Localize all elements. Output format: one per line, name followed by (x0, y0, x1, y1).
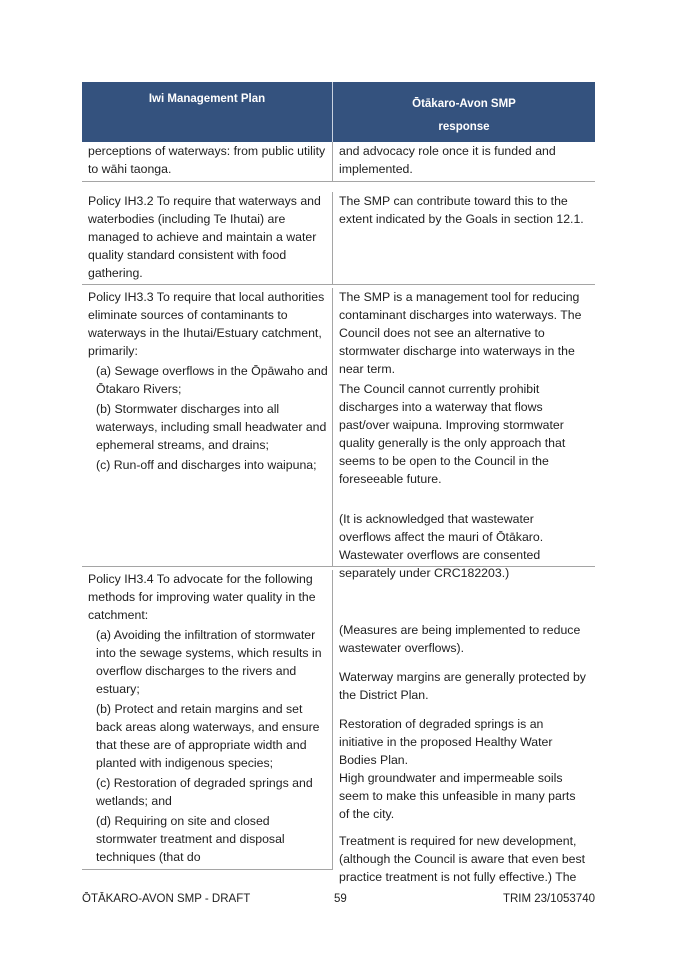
row-left-cell (82, 142, 333, 181)
response-text: (Measures are being implemented to reduce wastewater overflows). (339, 623, 581, 655)
table-header (82, 82, 595, 142)
table-row (82, 182, 595, 285)
row-left-cell (82, 192, 333, 284)
cell-text: perceptions of waterways: from public utility to wāhi taonga. (88, 144, 326, 176)
footer-doc-title: ŌTĀKARO-AVON SMP - DRAFT (82, 893, 251, 905)
policy-item: (a) Sewage overflows in the Ōpāwaho and Ōtakaro Rivers; (96, 364, 328, 396)
response-text: Waterway margins are generally protected by the District Plan. (339, 670, 586, 702)
footer-page-number: 59 (334, 893, 347, 905)
policy-item: (b) Protect and retain margins and set back areas along waterways, and ensure that these are of appropriate width and planted with indigenous species; (96, 702, 320, 770)
policy-item: (c) Run-off and discharges into waipuna; (96, 458, 317, 472)
row-right-cell (333, 142, 595, 181)
policy-intro: Policy IH3.3 To require that local authorities eliminate sources of contaminants to waterways in the Ihutai/Estuary catchment, primarily: (88, 290, 325, 358)
table-row (82, 285, 595, 580)
cell-text: Policy IH3.2 To require that waterways and waterbodies (including Te Ihutai) are managed to achieve and maintain a water quality standard consistent with food gathering. (88, 194, 321, 280)
cell-text: The SMP can contribute toward this to the extent indicated by the Goals in section 12.1. (339, 194, 584, 226)
header-col-iwi-plan: Iwi Management Plan (82, 82, 333, 142)
policy-item: (c) Restoration of degraded springs and wetlands; and (96, 776, 313, 808)
response-text: The Council cannot currently prohibit discharges into a waterway that flows past/over waipuna. Improving stormwater quality generally is the only approach that seems to be open to the Council in the foreseeable future. (339, 382, 566, 486)
table-row (82, 567, 595, 884)
row-left-cell (82, 570, 333, 870)
row-left-cell (82, 288, 333, 566)
header-col2-line2: response (438, 121, 490, 133)
response-text: The SMP is a management tool for reducing contaminant discharges into waterways. The Council does not see an alternative to stormwater discharge into waterways in the near term. (339, 290, 582, 376)
policy-table (82, 82, 595, 884)
row-right-cell (333, 570, 595, 884)
header-col-smp-response (333, 82, 595, 142)
policy-item: (d) Requiring on site and closed stormwater treatment and disposal techniques (that do (96, 814, 285, 864)
policy-item: (a) Avoiding the infiltration of stormwater into the sewage systems, which results in overflow discharges to the rivers and estuary; (96, 628, 322, 696)
response-text: High groundwater and impermeable soils seem to make this unfeasible in many parts of the city. (339, 771, 576, 821)
response-text: Restoration of degraded springs is an initiative in the proposed Healthy Water Bodies Plan. (339, 717, 553, 767)
footer-trim-ref: TRIM 23/1053740 (502, 893, 595, 905)
row-right-cell (333, 288, 595, 580)
response-text: (It is acknowledged that wastewater overflows affect the mauri of Ōtākaro. Wastewater overflows are consented separately under CRC182203.) (339, 512, 544, 580)
cell-text: and advocacy role once it is funded and implemented. (339, 144, 556, 176)
policy-item: (b) Stormwater discharges into all waterways, including small headwater and ephemeral streams, and drains; (96, 402, 327, 452)
policy-intro: Policy IH3.4 To advocate for the following methods for improving water quality in the catchment: (88, 572, 316, 622)
response-text: Treatment is required for new development, (although the Council is aware that even best practice treatment is not fully effective.) The (339, 834, 586, 884)
table-row (82, 142, 595, 182)
header-col2-line1: Ōtākaro-Avon SMP (412, 98, 516, 110)
row-right-cell (333, 192, 595, 284)
